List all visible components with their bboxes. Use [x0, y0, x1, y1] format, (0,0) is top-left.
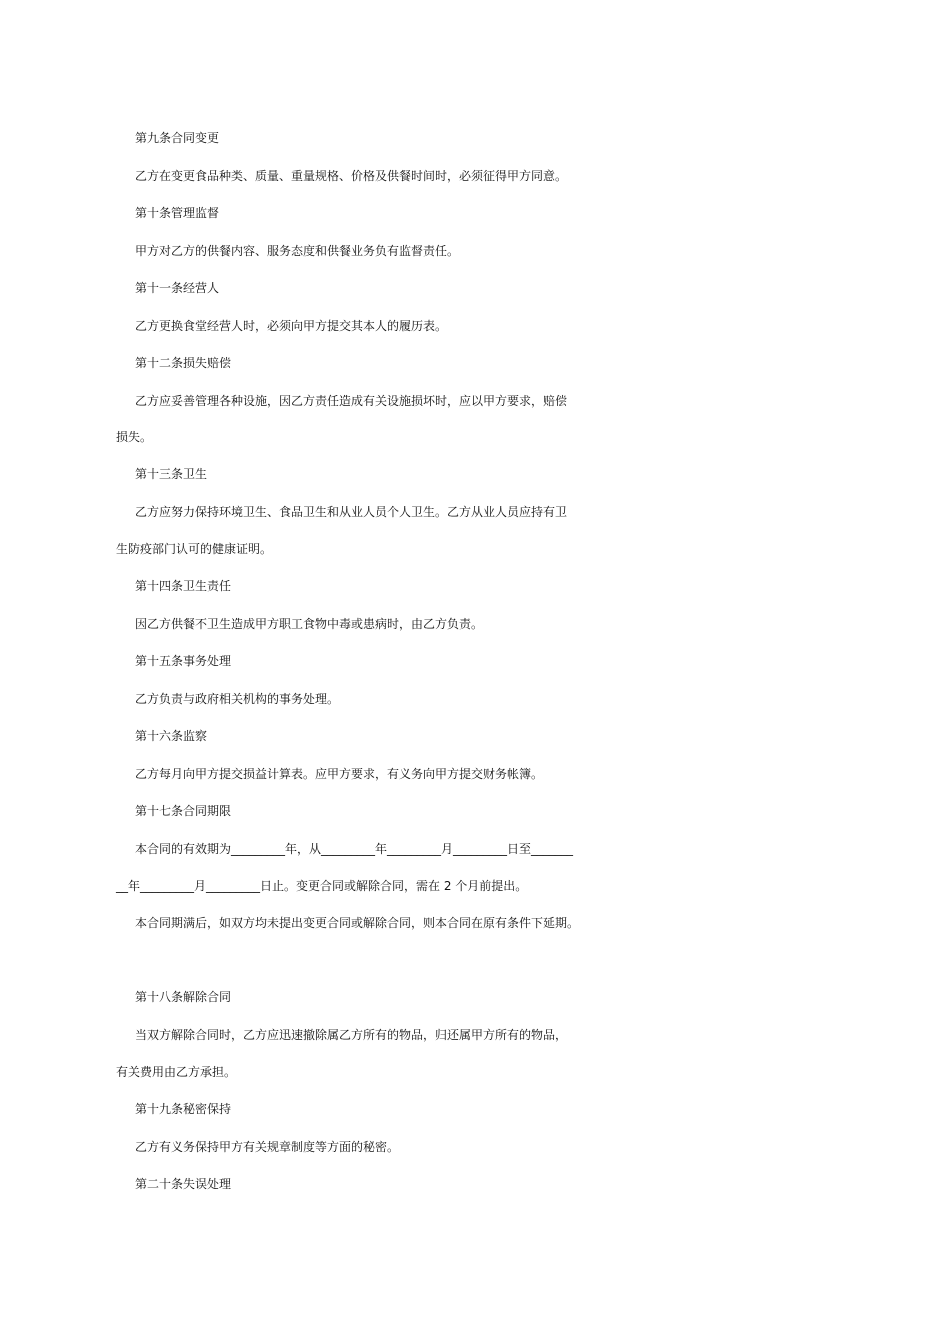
article-18-heading: 第十八条解除合同	[135, 990, 232, 1004]
article-13-heading: 第十三条卫生	[135, 467, 208, 481]
article-15-text: 乙方负责与政府相关机构的事务处理。	[135, 692, 340, 706]
article-19-text: 乙方有义务保持甲方有关规章制度等方面的秘密。	[135, 1140, 400, 1154]
article-13-text-line2: 生防疫部门认可的健康证明。	[116, 542, 273, 556]
article-12-text-line2: 损失。	[116, 430, 153, 444]
article-11-heading: 第十一条经营人	[135, 281, 220, 295]
article-12-text-line1: 乙方应妥善管理各种设施，因乙方责任造成有关设施损坏时，应以甲方要求，赔偿	[135, 394, 568, 408]
article-17-heading: 第十七条合同期限	[135, 804, 232, 818]
article-15-heading: 第十五条事务处理	[135, 654, 232, 668]
article-16-heading: 第十六条监察	[135, 729, 208, 743]
article-17-text-line3: 本合同期满后，如双方均未提出变更合同或解除合同，则本合同在原有条件下延期。	[135, 916, 580, 930]
article-9-text: 乙方在变更食品种类、质量、重量规格、价格及供餐时间时，必须征得甲方同意。	[135, 169, 568, 183]
article-11-text: 乙方更换食堂经营人时，必须向甲方提交其本人的履历表。	[135, 319, 448, 333]
article-16-text: 乙方每月向甲方提交损益计算表。应甲方要求，有义务向甲方提交财务帐簿。	[135, 767, 544, 781]
article-18-text-line1: 当双方解除合同时，乙方应迅速撤除属乙方所有的物品，归还属甲方所有的物品，	[135, 1028, 568, 1042]
article-18-text-line2: 有关费用由乙方承担。	[116, 1065, 237, 1079]
article-12-heading: 第十二条损失赔偿	[135, 356, 232, 370]
article-14-heading: 第十四条卫生责任	[135, 579, 232, 593]
article-20-heading: 第二十条失误处理	[135, 1177, 232, 1191]
article-17-text-line1: 本合同的有效期为_________年，从_________年_________月_________日至_______	[135, 842, 574, 856]
article-10-text: 甲方对乙方的供餐内容、服务态度和供餐业务负有监督责任。	[135, 244, 460, 258]
article-9-heading: 第九条合同变更	[135, 131, 220, 145]
article-10-heading: 第十条管理监督	[135, 206, 220, 220]
article-19-heading: 第十九条秘密保持	[135, 1102, 232, 1116]
article-13-text-line1: 乙方应努力保持环境卫生、食品卫生和从业人员个人卫生。乙方从业人员应持有卫	[135, 505, 568, 519]
article-17-text-line2: __年_________月_________日止。变更合同或解除合同，需在 2 个月前提出。	[116, 879, 528, 893]
article-14-text: 因乙方供餐不卫生造成甲方职工食物中毒或患病时，由乙方负责。	[135, 617, 484, 631]
